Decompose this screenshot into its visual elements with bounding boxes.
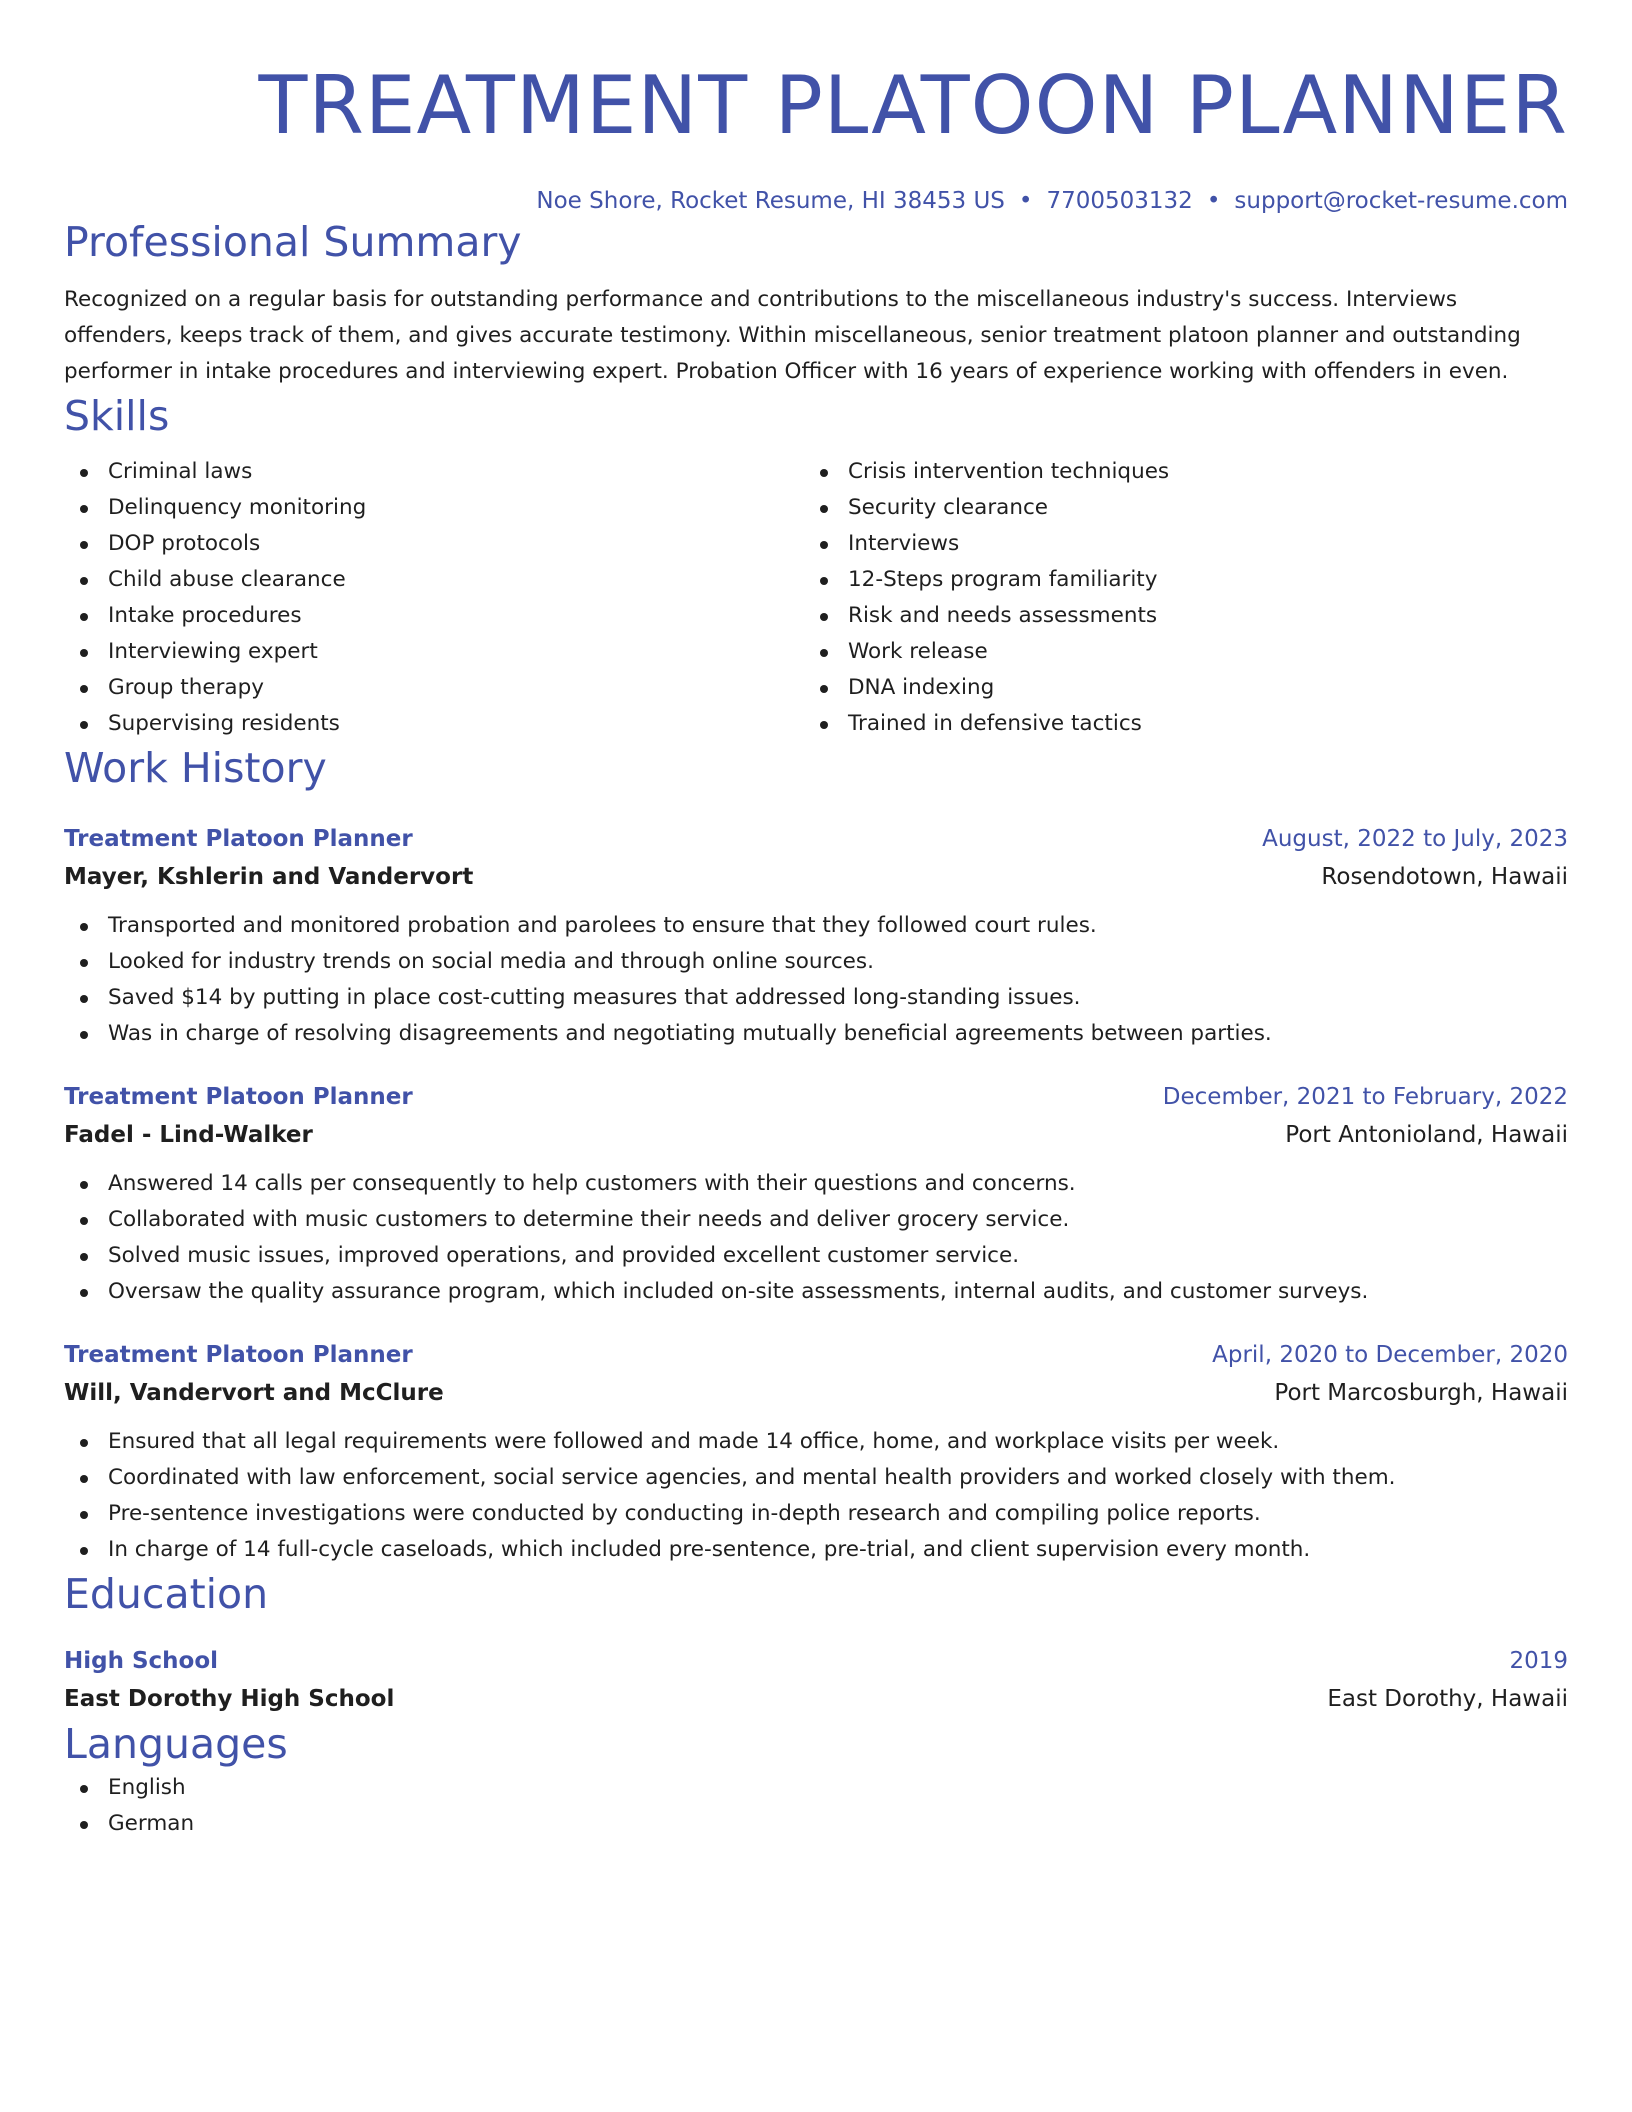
skill-item: Delinquency monitoring bbox=[64, 490, 804, 526]
skill-item: Interviewing expert bbox=[64, 634, 804, 670]
education-heading: Education bbox=[64, 1570, 269, 1618]
work-history-heading: Work History bbox=[64, 744, 327, 792]
skill-item: Intake procedures bbox=[64, 598, 804, 634]
skill-item: Work release bbox=[804, 634, 1544, 670]
contact-email[interactable]: support@rocket-resume.com bbox=[1234, 188, 1568, 214]
job-bullets bbox=[64, 1424, 1568, 1568]
job-role: Treatment Platoon Planner bbox=[64, 1342, 413, 1368]
languages-heading: Languages bbox=[64, 1720, 288, 1768]
job-entry bbox=[64, 1078, 1568, 1310]
skill-item: DNA indexing bbox=[804, 670, 1544, 706]
job-bullets bbox=[64, 908, 1568, 1052]
skill-item: Supervising residents bbox=[64, 706, 804, 742]
education-degree: High School bbox=[64, 1648, 219, 1674]
job-bullet: Solved music issues, improved operations, and provided excellent customer service. bbox=[64, 1238, 1568, 1274]
job-bullet: Ensured that all legal requirements were followed and made 14 office, home, and workplace visits per week. bbox=[64, 1424, 1568, 1460]
education-school: East Dorothy High School bbox=[64, 1686, 395, 1712]
languages-list bbox=[64, 1770, 1568, 1842]
education-location: East Dorothy, Hawaii bbox=[1327, 1686, 1568, 1712]
job-role: Treatment Platoon Planner bbox=[64, 1084, 413, 1110]
skill-item: Security clearance bbox=[804, 490, 1544, 526]
skill-item: Criminal laws bbox=[64, 454, 804, 490]
job-entry bbox=[64, 1336, 1568, 1568]
skills-columns bbox=[64, 454, 1568, 742]
job-bullet: Pre-sentence investigations were conducted by conducting in-depth research and compiling police reports. bbox=[64, 1496, 1568, 1532]
job-bullet: Looked for industry trends on social media and through online sources. bbox=[64, 944, 1568, 980]
job-bullet: Was in charge of resolving disagreements and negotiating mutually beneficial agreements between parties. bbox=[64, 1016, 1568, 1052]
job-bullets bbox=[64, 1166, 1568, 1310]
summary-text: Recognized on a regular basis for outstanding performance and contributions to the miscellaneous industry's success. Interviews offenders, keeps track of them, and gives accurate testimony. Within miscellaneous, senior treatment platoon planner and outstanding performer in intake procedures and interviewing expert. Probation Officer with 16 years of experience working with offenders in even. bbox=[64, 287, 1521, 384]
skills-list-right bbox=[804, 454, 1544, 742]
resume-name: TREATMENT PLATOON PLANNER bbox=[258, 59, 1568, 152]
skill-item: Interviews bbox=[804, 526, 1544, 562]
job-dates: April, 2020 to December, 2020 bbox=[1212, 1342, 1568, 1368]
skill-item: Trained in defensive tactics bbox=[804, 706, 1544, 742]
skill-item: Risk and needs assessments bbox=[804, 598, 1544, 634]
contact-phone: 7700503132 bbox=[1046, 188, 1193, 214]
job-bullet: Answered 14 calls per consequently to help customers with their questions and concerns. bbox=[64, 1166, 1568, 1202]
contact-separator: • bbox=[1206, 188, 1221, 214]
job-company: Mayer, Kshlerin and Vandervort bbox=[64, 864, 474, 890]
skill-item: 12-Steps program familiarity bbox=[804, 562, 1544, 598]
job-bullet: Transported and monitored probation and parolees to ensure that they followed court rules. bbox=[64, 908, 1568, 944]
contact-line bbox=[64, 186, 1568, 216]
skills-list-left bbox=[64, 454, 804, 742]
job-bullet: Collaborated with music customers to determine their needs and deliver grocery service. bbox=[64, 1202, 1568, 1238]
skill-item: Crisis intervention techniques bbox=[804, 454, 1544, 490]
contact-address: Noe Shore, Rocket Resume, HI 38453 US bbox=[536, 188, 1005, 214]
job-dates: December, 2021 to February, 2022 bbox=[1162, 1084, 1568, 1110]
summary-heading: Professional Summary bbox=[64, 218, 522, 266]
job-bullet: Oversaw the quality assurance program, which included on-site assessments, internal audits, and customer surveys. bbox=[64, 1274, 1568, 1310]
education-entry bbox=[64, 1642, 1568, 1718]
job-bullet: In charge of 14 full-cycle caseloads, which included pre-sentence, pre-trial, and client supervision every month. bbox=[64, 1532, 1568, 1568]
skills-heading: Skills bbox=[64, 392, 170, 440]
job-location: Rosendotown, Hawaii bbox=[1321, 864, 1568, 890]
contact-separator: • bbox=[1018, 188, 1033, 214]
job-location: Port Marcosburgh, Hawaii bbox=[1274, 1380, 1568, 1406]
skill-item: Child abuse clearance bbox=[64, 562, 804, 598]
language-item: German bbox=[64, 1806, 1568, 1842]
job-bullet: Saved $14 by putting in place cost-cutting measures that addressed long-standing issues. bbox=[64, 980, 1568, 1016]
job-entry bbox=[64, 820, 1568, 1052]
education-year: 2019 bbox=[1509, 1648, 1568, 1674]
job-dates: August, 2022 to July, 2023 bbox=[1262, 826, 1568, 852]
skill-item: DOP protocols bbox=[64, 526, 804, 562]
job-company: Fadel - Lind-Walker bbox=[64, 1122, 313, 1148]
job-bullet: Coordinated with law enforcement, social service agencies, and mental health providers and worked closely with them. bbox=[64, 1460, 1568, 1496]
job-company: Will, Vandervort and McClure bbox=[64, 1380, 444, 1406]
language-item: English bbox=[64, 1770, 1568, 1806]
job-role: Treatment Platoon Planner bbox=[64, 826, 413, 852]
job-location: Port Antonioland, Hawaii bbox=[1285, 1122, 1568, 1148]
skill-item: Group therapy bbox=[64, 670, 804, 706]
